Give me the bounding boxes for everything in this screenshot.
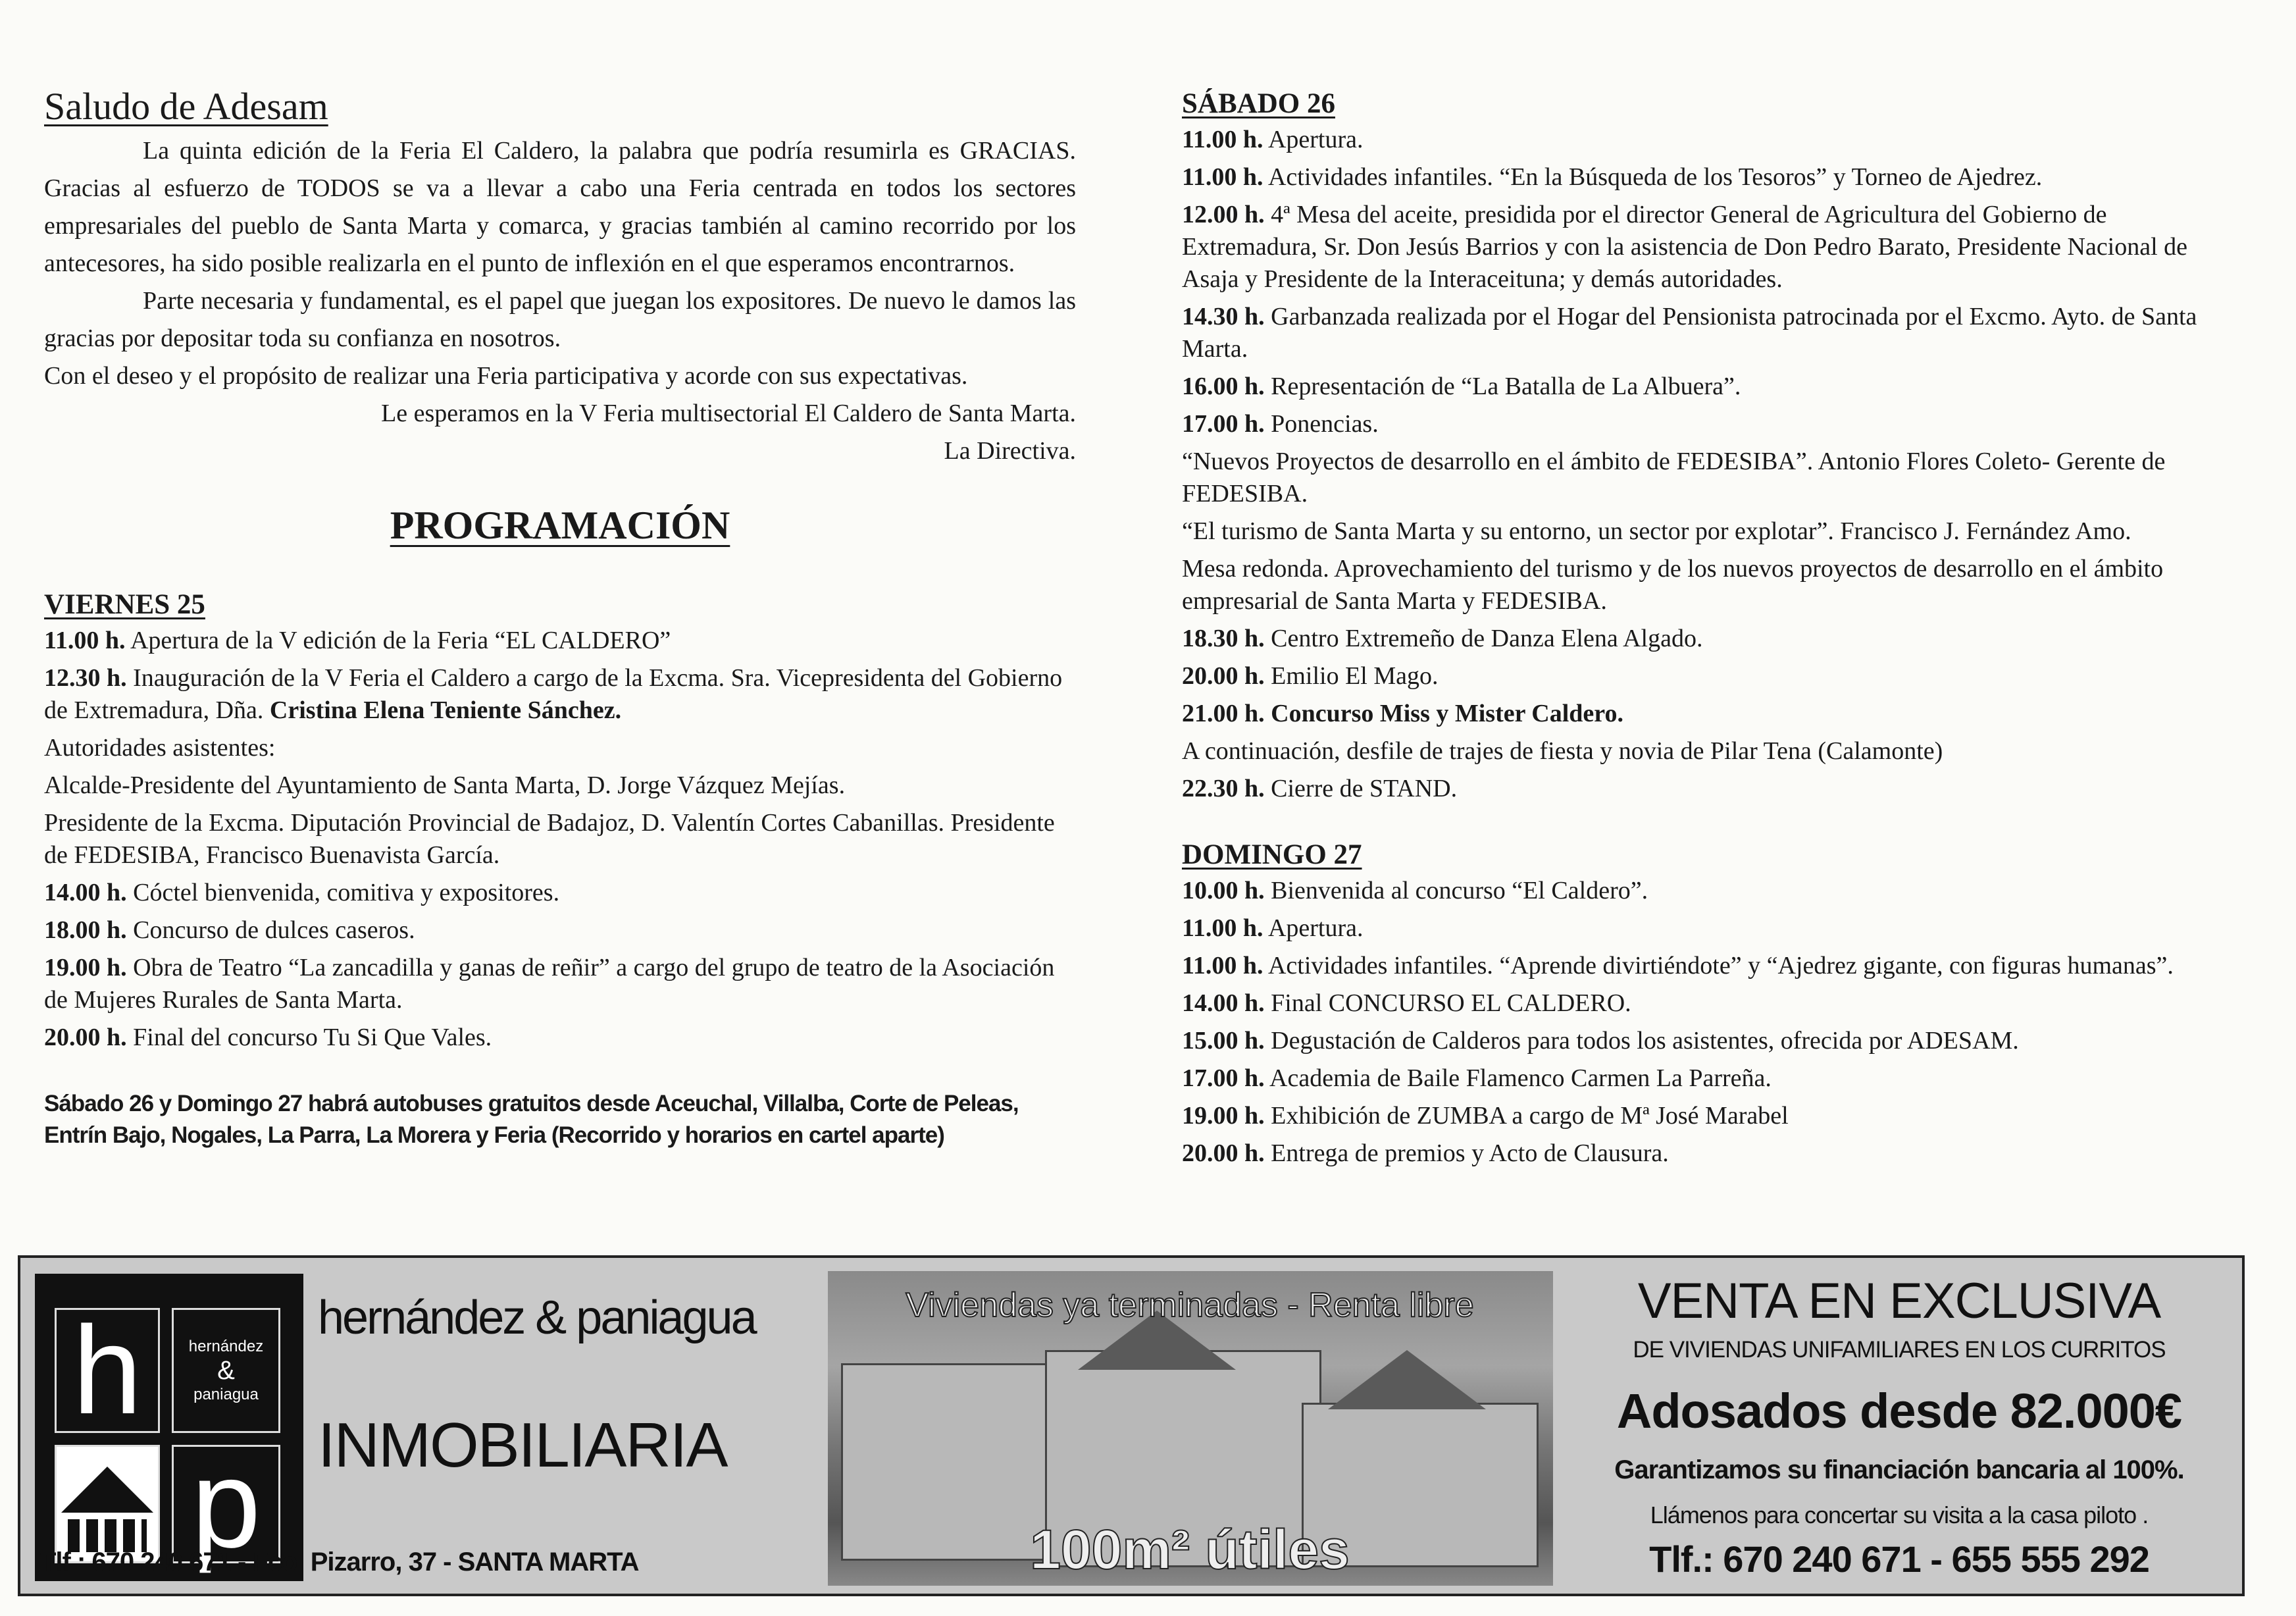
entry-highlight: Concurso Miss y Mister Caldero. bbox=[1271, 700, 1623, 727]
llamenos-text: Llámenos para concertar su visita a la casa piloto . bbox=[1650, 1501, 2149, 1528]
entry-time: 16.00 h. bbox=[1182, 373, 1265, 400]
entry-time: 11.00 h. bbox=[44, 627, 126, 654]
schedule-entry bbox=[1182, 1100, 2228, 1132]
entry-time: 17.00 h. bbox=[1182, 410, 1265, 438]
entry-text: Final CONCURSO EL CALDERO. bbox=[1264, 989, 1631, 1017]
house-icon bbox=[55, 1445, 160, 1563]
entry-time: 12.30 h. bbox=[44, 664, 127, 692]
entry-text: Exhibición de ZUMBA a cargo de Mª José Marabel bbox=[1264, 1102, 1789, 1130]
schedule-entry bbox=[1182, 987, 2228, 1020]
saludo-title: Saludo de Adesam bbox=[44, 85, 328, 128]
schedule-entry bbox=[1182, 875, 2228, 907]
schedule-entry bbox=[1182, 698, 2228, 730]
entry-time: 18.30 h. bbox=[1182, 625, 1265, 652]
entry-text: Garbanzada realizada por el Hogar del Pensionista patrocinada por el Excmo. Ayto. de Santa Marta. bbox=[1182, 303, 2197, 363]
entry-text: A continuación, desfile de trajes de fiesta y novia de Pilar Tena (Calamonte) bbox=[1182, 737, 1943, 765]
saludo-paragraph: La quinta edición de la Feria El Caldero, la palabra que podría resumirla es GRACIAS. Gracias al esfuerzo de TODOS se va a llevar a cabo una Feria centrada en todos los sectores empresariales del pueblo de Santa Marta y comarca, y gracias también al camino recorrido por los antecesores, ha sido posible realizarla en el punto de inflexión en el que esperamos encontrarnos. bbox=[44, 137, 1076, 277]
entry-text: Autoridades asistentes: bbox=[44, 734, 276, 762]
entry-time: 15.00 h. bbox=[1182, 1027, 1265, 1055]
right-column bbox=[1182, 87, 2228, 1175]
entry-text: Final del concurso Tu Si Que Vales. bbox=[126, 1024, 492, 1051]
entry-text: Actividades infantiles. “Aprende divirtiéndote” y “Ajedrez gigante, con figuras humanas”. bbox=[1263, 952, 2174, 979]
schedule-entry bbox=[44, 732, 1076, 764]
entry-time: 20.00 h. bbox=[44, 1024, 127, 1051]
left-column bbox=[44, 84, 1076, 1151]
schedule-entry bbox=[1182, 553, 2228, 617]
schedule-entry bbox=[1182, 371, 2228, 403]
entry-text: Emilio El Mago. bbox=[1264, 662, 1439, 690]
entry-time: 18.00 h. bbox=[44, 916, 127, 944]
schedule-entry bbox=[1182, 301, 2228, 365]
entry-text: Ponencias. bbox=[1264, 410, 1379, 438]
day-heading-sabado: SÁBADO 26 bbox=[1182, 88, 1335, 119]
schedule-entry bbox=[44, 769, 1076, 802]
brand-name: hernández & paniagua bbox=[318, 1291, 755, 1344]
entry-text: Cóctel bienvenida, comitiva y expositores. bbox=[126, 879, 560, 906]
schedule-entry bbox=[1182, 408, 2228, 440]
saludo-paragraph: Parte necesaria y fundamental, es el papel que juegan los expositores. De nuevo le damos las gracias por depositar toda su confianza en nosotros. bbox=[44, 287, 1076, 352]
entry-text: Cierre de STAND. bbox=[1264, 775, 1458, 802]
schedule-entry bbox=[44, 625, 1076, 657]
schedule-entry bbox=[1182, 950, 2228, 982]
brand-inmobiliaria: INMOBILIARIA bbox=[318, 1410, 727, 1480]
schedule-entry bbox=[1182, 446, 2228, 510]
entry-time: 20.00 h. bbox=[1182, 1139, 1265, 1167]
entry-text: Alcalde-Presidente del Ayuntamiento de Santa Marta, D. Jorge Vázquez Mejías. bbox=[44, 771, 846, 799]
day-heading-viernes: VIERNES 25 bbox=[44, 589, 205, 620]
schedule-entry bbox=[1182, 199, 2228, 296]
schedule-entry bbox=[44, 1022, 1076, 1054]
photo-caption-bottom: 100m² útiles bbox=[1030, 1519, 1350, 1580]
entry-highlight: Cristina Elena Teniente Sánchez. bbox=[269, 696, 622, 724]
schedule-entry bbox=[1182, 161, 2228, 194]
schedule-entry bbox=[1182, 773, 2228, 805]
entry-time: 14.00 h. bbox=[1182, 989, 1265, 1017]
entry-text: Apertura. bbox=[1263, 914, 1364, 942]
entry-time: 21.00 h. bbox=[1182, 700, 1265, 727]
entry-text: Bienvenida al concurso “El Caldero”. bbox=[1264, 877, 1648, 904]
entry-text: Presidente de la Excma. Diputación Provincial de Badajoz, D. Valentín Cortes Cabanillas. Presidente de FEDESIBA, Francisco Buenavista García. bbox=[44, 809, 1055, 869]
entry-time: 17.00 h. bbox=[1182, 1064, 1265, 1092]
advertisement-banner bbox=[18, 1255, 2245, 1596]
schedule-entry bbox=[44, 952, 1076, 1016]
day-heading-domingo: DOMINGO 27 bbox=[1182, 839, 1362, 870]
entry-time: 19.00 h. bbox=[44, 954, 127, 981]
adosados-price: Adosados desde 82.000€ bbox=[1616, 1384, 2182, 1438]
sabado-schedule bbox=[1182, 124, 2228, 805]
saludo-paragraph: Le esperamos en la V Feria multisectorial El Caldero de Santa Marta. bbox=[381, 400, 1076, 427]
entry-text: Centro Extremeño de Danza Elena Algado. bbox=[1264, 625, 1703, 652]
schedule-entry bbox=[1182, 124, 2228, 156]
schedule-entry bbox=[1182, 660, 2228, 692]
entry-text: Entrega de premios y Acto de Clausura. bbox=[1264, 1139, 1669, 1167]
entry-text: Inauguración de la V Feria el Caldero a cargo de la Excma. Sra. Vicepresidenta del Gobierno de Extremadura, Dña. bbox=[44, 664, 1063, 724]
bus-note: Sábado 26 y Domingo 27 habrá autobuses gratuitos desde Aceuchal, Villalba, Corte de Peleas, Entrín Bajo, Nogales, La Parra, La Morera y Feria (Recorrido y horarios en cartel aparte) bbox=[44, 1091, 1019, 1148]
schedule-entry bbox=[1182, 735, 2228, 768]
entry-text: “El turismo de Santa Marta y su entorno, un sector por explotar”. Francisco J. Fernández Amo. bbox=[1182, 517, 2131, 545]
entry-time: 11.00 h. bbox=[1182, 914, 1263, 942]
entry-time: 11.00 h. bbox=[1182, 163, 1263, 191]
schedule-entry bbox=[1182, 912, 2228, 945]
schedule-entry bbox=[44, 914, 1076, 947]
entry-time: 20.00 h. bbox=[1182, 662, 1265, 690]
schedule-entry bbox=[44, 662, 1076, 727]
schedule-entry bbox=[44, 877, 1076, 909]
entry-text: Representación de “La Batalla de La Albuera”. bbox=[1264, 373, 1741, 400]
domingo-schedule bbox=[1182, 875, 2228, 1170]
schedule-entry bbox=[1182, 1062, 2228, 1095]
viernes-schedule bbox=[44, 625, 1076, 1054]
entry-text bbox=[1265, 700, 1271, 727]
housing-photo bbox=[828, 1271, 1553, 1586]
entry-text: Academia de Baile Flamenco Carmen La Parreña. bbox=[1264, 1064, 1772, 1092]
contact-info: Tlf.: 670 240 671 - Fco. Pizarro, 37 - SANTA MARTA bbox=[40, 1548, 639, 1577]
programacion-title: PROGRAMACIÓN bbox=[390, 504, 730, 547]
entry-text: Mesa redonda. Aprovechamiento del turismo y de los nuevos proyectos de desarrollo en el ámbito empresarial de Santa Marta y FEDESIBA. bbox=[1182, 555, 2164, 615]
schedule-entry bbox=[44, 807, 1076, 872]
schedule-entry bbox=[1182, 1025, 2228, 1057]
entry-time: 14.30 h. bbox=[1182, 303, 1265, 330]
entry-time: 11.00 h. bbox=[1182, 952, 1263, 979]
schedule-entry bbox=[1182, 515, 2228, 548]
entry-time: 12.00 h. bbox=[1182, 201, 1265, 228]
entry-text: Apertura de la V edición de la Feria “EL CALDERO” bbox=[125, 627, 671, 654]
photo-caption-top: Viviendas ya terminadas - Renta libre bbox=[906, 1286, 1474, 1324]
entry-text: “Nuevos Proyectos de desarrollo en el ámbito de FEDESIBA”. Antonio Flores Coleto- Gerente de FEDESIBA. bbox=[1182, 448, 2166, 508]
ad-phone: Tlf.: 670 240 671 - 655 555 292 bbox=[1649, 1538, 2149, 1580]
entry-text: Actividades infantiles. “En la Búsqueda de los Tesoros” y Torneo de Ajedrez. bbox=[1263, 163, 2043, 191]
entry-time: 11.00 h. bbox=[1182, 126, 1263, 153]
entry-text: Apertura. bbox=[1263, 126, 1364, 153]
entry-time: 14.00 h. bbox=[44, 879, 127, 906]
schedule-entry bbox=[1182, 623, 2228, 655]
viviendas-text: DE VIVIENDAS UNIFAMILIARES EN LOS CURRITOS bbox=[1633, 1337, 2166, 1363]
entry-text: Degustación de Calderos para todos los asistentes, ofrecida por ADESAM. bbox=[1264, 1027, 2019, 1055]
schedule-entry bbox=[1182, 1137, 2228, 1170]
entry-text: Obra de Teatro “La zancadilla y ganas de reñir” a cargo del grupo de teatro de la Asociación de Mujeres Rurales de Santa Marta. bbox=[44, 954, 1055, 1014]
venta-exclusiva: VENTA EN EXCLUSIVA bbox=[1637, 1273, 2161, 1329]
entry-text: Concurso de dulces caseros. bbox=[126, 916, 415, 944]
saludo-paragraph: Con el deseo y el propósito de realizar una Feria participativa y acorde con sus expectativas. bbox=[44, 362, 968, 390]
entry-time: 19.00 h. bbox=[1182, 1102, 1265, 1130]
company-logo: h hernández & paniagua p bbox=[35, 1274, 303, 1581]
entry-time: 10.00 h. bbox=[1182, 877, 1265, 904]
entry-text: 4ª Mesa del aceite, presidida por el director General de Agricultura del Gobierno de Extremadura, Sr. Don Jesús Barrios y con la asistencia de Don Pedro Barato, Presidente Nacional de Asaja y Presidente de la Interaceituna; y demás autoridades. bbox=[1182, 201, 2188, 293]
saludo-signature: La Directiva. bbox=[944, 437, 1076, 465]
entry-time: 22.30 h. bbox=[1182, 775, 1265, 802]
financiacion-text: Garantizamos su financiación bancaria al 100%. bbox=[1614, 1455, 2184, 1484]
